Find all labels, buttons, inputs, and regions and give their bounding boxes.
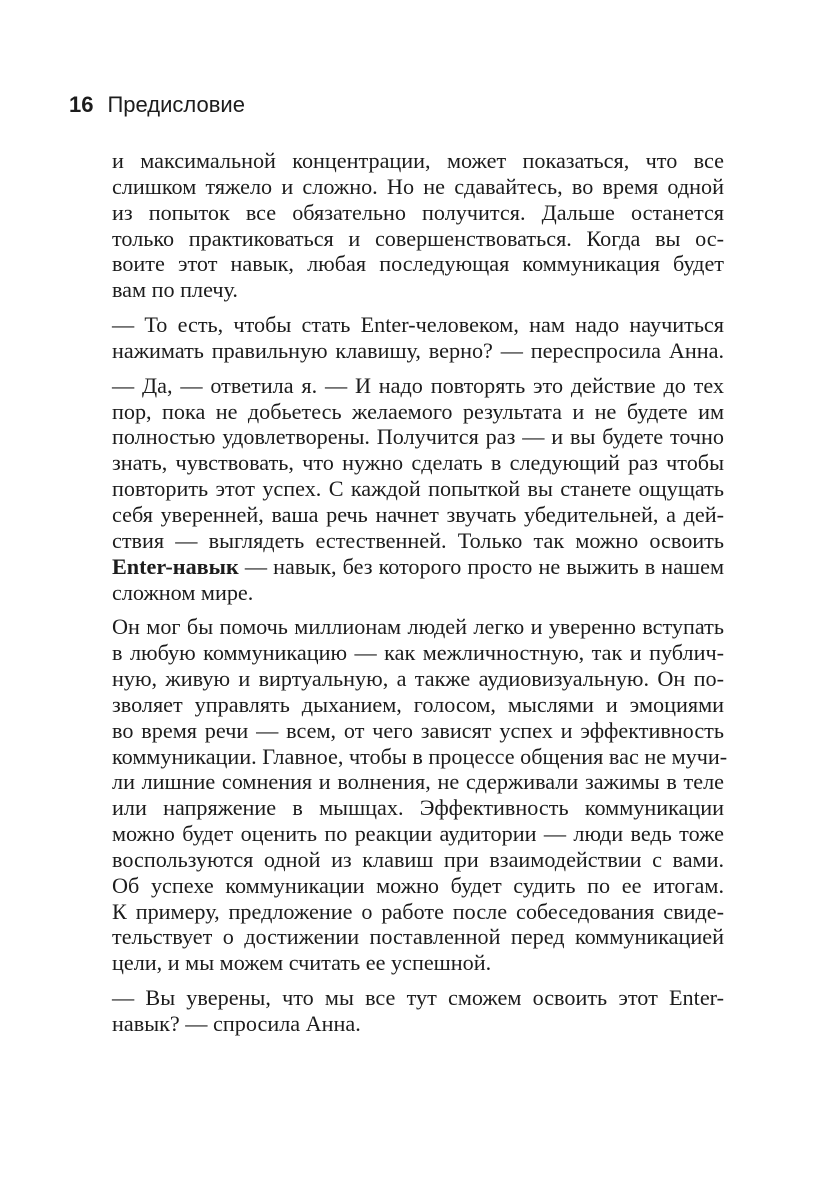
text-line: — Да, — ответила я. — И надо повторять это действие до тех bbox=[112, 372, 724, 398]
text-line: Об успехе коммуникации можно будет судить по ее итогам. bbox=[112, 872, 724, 898]
text-line: в любую коммуникацию — как межличностную, так и публич- bbox=[112, 640, 724, 666]
text-line: цели, и мы можем считать ее успешной. bbox=[112, 950, 492, 976]
text-line: или напряжение в мышцах. Эффективность коммуникации bbox=[112, 795, 724, 821]
text-line: нажимать правильную клавишу, верно? — переспросила Анна. bbox=[112, 337, 724, 363]
paragraph-5 bbox=[112, 985, 724, 1037]
text-fragment: — навык, без которого просто не выжить в нашем bbox=[238, 553, 724, 579]
text-line: — Вы уверены, что мы все тут сможем освоить этот Enter- bbox=[112, 985, 724, 1011]
page-number: 16 bbox=[69, 92, 94, 117]
text-line: можно будет оценить по реакции аудитории — люди ведь тоже bbox=[112, 821, 724, 847]
paragraph-2 bbox=[112, 312, 724, 364]
text-line: К примеру, предложение о работе после собеседования свиде- bbox=[112, 898, 724, 924]
paragraph-4 bbox=[112, 614, 728, 976]
text-line: повторить этот успех. С каждой попыткой вы станете ощущать bbox=[112, 476, 724, 502]
text-line: себя уверенней, ваша речь начнет звучать убедительней, а дей- bbox=[112, 501, 724, 527]
text-line: коммуникации. Главное, чтобы в процессе общения вас не мучи- bbox=[112, 743, 728, 769]
text-line: полностью удовлетворены. Получится раз — и вы будете точно bbox=[112, 424, 724, 450]
text-line: знать, чувствовать, что нужно сделать в следующий раз чтобы bbox=[112, 450, 724, 476]
text-line: ствия — выглядеть естественней. Только так можно освоить bbox=[112, 527, 724, 553]
text-line: пор, пока не добьетесь желаемого результата и не будете им bbox=[112, 398, 724, 424]
text-line: во время речи — всем, от чего зависят успех и эффективность bbox=[112, 717, 724, 743]
text-line: из попыток все обязательно получится. Дальше останется bbox=[112, 199, 724, 225]
text-line: только практиковаться и совершенствоваться. Когда вы ос- bbox=[112, 225, 724, 251]
text-line: ную, живую и виртуальную, а также аудиовизуальную. Он по- bbox=[112, 666, 724, 692]
text-line: вам по плечу. bbox=[112, 277, 238, 303]
text-line: зволяет управлять дыханием, голосом, мыслями и эмоциями bbox=[112, 691, 724, 717]
paragraph-3 bbox=[112, 373, 724, 606]
page-header bbox=[69, 90, 245, 120]
running-title: Предисловие bbox=[107, 92, 245, 117]
text-line-with-term bbox=[112, 554, 724, 580]
body-text bbox=[112, 148, 728, 1046]
bold-term: Enter-навык bbox=[112, 553, 239, 579]
paragraph-1 bbox=[112, 148, 724, 303]
text-line: и максимальной концентрации, может показаться, что все bbox=[112, 148, 724, 173]
text-line: воспользуются одной из клавиш при взаимодействии с вами. bbox=[112, 846, 724, 872]
text-line: тельствует о достижении поставленной перед коммуникацией bbox=[112, 924, 724, 950]
text-line: навык? — спросила Анна. bbox=[112, 1011, 361, 1036]
text-line: слишком тяжело и сложно. Но не сдавайтесь, во время одной bbox=[112, 173, 724, 199]
text-line: сложном мире. bbox=[112, 579, 254, 605]
text-line: — То есть, чтобы стать Enter-человеком, нам надо научиться bbox=[112, 312, 724, 338]
text-line: ли лишние сомнения и волнения, не сдерживали зажимы в теле bbox=[112, 769, 724, 795]
text-line: воите этот навык, любая последующая коммуникация будет bbox=[112, 251, 724, 277]
text-line: Он мог бы помочь миллионам людей легко и уверенно вступать bbox=[112, 614, 724, 640]
